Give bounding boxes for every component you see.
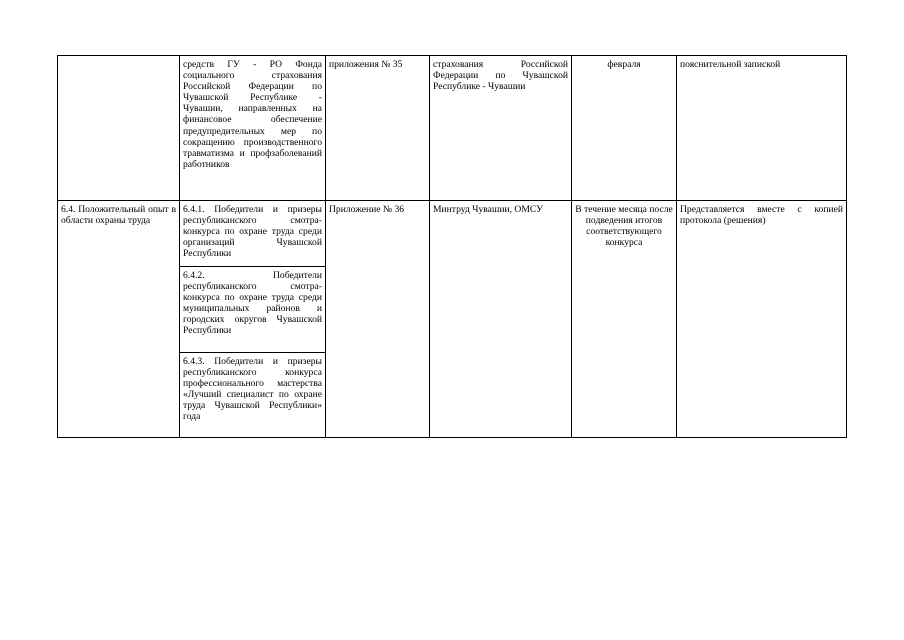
note-cell: пояснительной запиской	[677, 56, 847, 201]
indicator-cell: 6.4.3. Победители и призеры республиканского конкурса профессионального мастерства «Лучший специалист по охране труда Чувашской Республики» года	[180, 353, 326, 438]
report-table	[57, 55, 847, 438]
section-cell: 6.4. Положительный опыт в области охраны труда	[58, 201, 180, 438]
form-cell: Приложение № 36	[326, 201, 430, 438]
section-cell	[58, 56, 180, 201]
table-row	[58, 201, 847, 267]
form-cell: приложения № 35	[326, 56, 430, 201]
deadline-cell: февраля	[572, 56, 677, 201]
deadline-cell: В течение месяца после подведения итогов соответствующего конкурса	[572, 201, 677, 438]
indicator-cell: средств ГУ - РО Фонда социального страхования Российской Федерации по Чувашской Республике - Чувашии, направленных на финансовое обеспечение предупредительных мер по сокращению производственного травматизма и профзаболеваний работников	[180, 56, 326, 201]
indicator-cell: 6.4.1. Победители и призеры республиканского смотра-конкурса по охране труда среди организаций Чувашской Республики	[180, 201, 326, 267]
responsible-cell: Минтруд Чувашии, ОМСУ	[430, 201, 572, 438]
table-row	[58, 56, 847, 201]
responsible-cell: страхования Российской Федерации по Чувашской Республике - Чувашии	[430, 56, 572, 201]
indicator-cell: 6.4.2. Победители республиканского смотра-конкурса по охране труда среди муниципальных районов и городских округов Чувашской Республики	[180, 267, 326, 353]
note-cell: Представляется вместе с копией протокола (решения)	[677, 201, 847, 438]
